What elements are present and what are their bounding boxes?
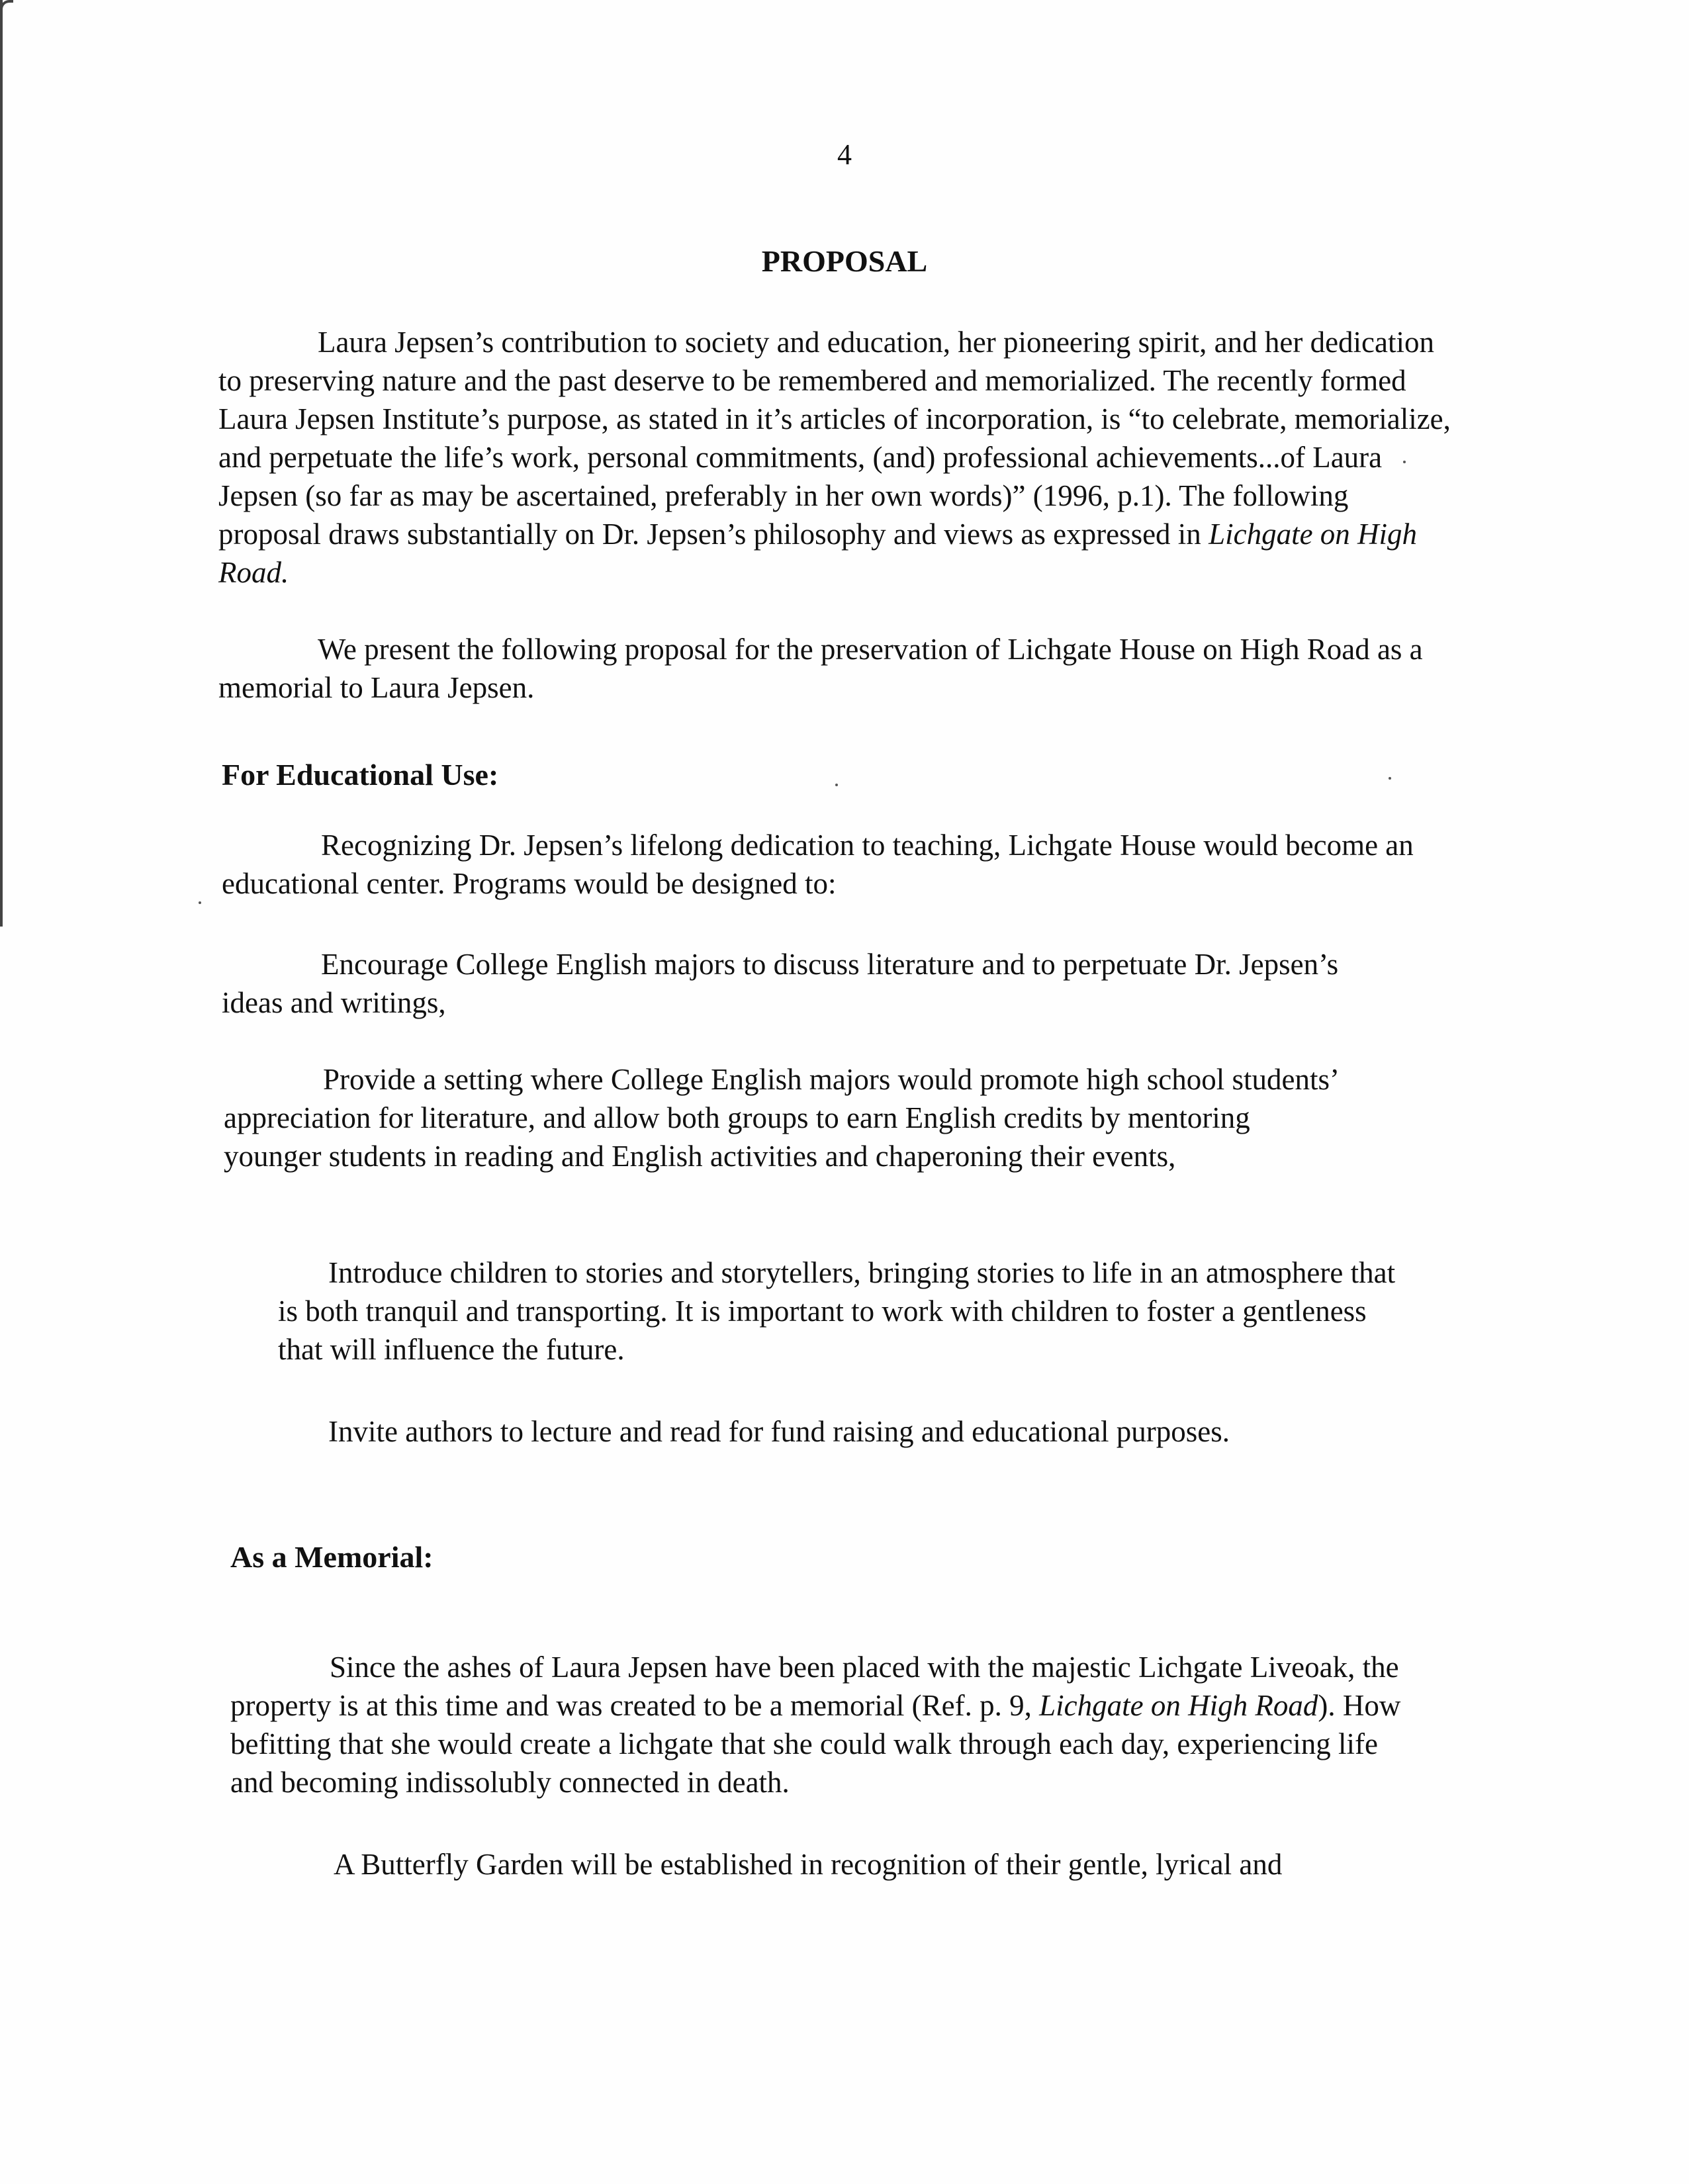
educational-item-1: Encourage College English majors to discuss literature and to perpetuate Dr. Jepsen’s ideas and writings,: [222, 948, 1339, 1019]
book-title-lichgate: Lichgate on High Road.: [218, 518, 1418, 589]
scan-speck: [1389, 777, 1391, 780]
educational-item-2: Provide a setting where College English majors would promote high school students’ appreciation for literature, and allow both groups to earn English credits by mentoring younger students in reading and English activities and chaperoning their events,: [224, 1063, 1338, 1173]
educational-item-3: Introduce children to stories and storytellers, bringing stories to life in an atmosphere that is both tranquil and transporting. It is important to work with children to foster a gentleness that will influence the future.: [278, 1256, 1396, 1366]
intro-paragraph-1: [218, 323, 1456, 592]
page-number: 4: [837, 138, 852, 171]
educational-item-4: Invite authors to lecture and read for fund raising and educational purposes.: [328, 1415, 1230, 1448]
scan-speck: [835, 784, 838, 786]
section-heading-educational: For Educational Use:: [222, 758, 499, 792]
page-title: PROPOSAL: [761, 244, 928, 278]
scan-speck: [199, 901, 201, 904]
educational-intro: Recognizing Dr. Jepsen’s lifelong dedication to teaching, Lichgate House would become an educational center. Programs would be designed to:: [222, 829, 1414, 900]
memorial-paragraph-1: [230, 1648, 1422, 1801]
intro-paragraph-2: We present the following proposal for the preservation of Lichgate House on High Road as a memorial to Laura Jepsen.: [218, 633, 1423, 704]
memorial-paragraph-1-text-b: ). How befitting that she would create a lichgate that she could walk through each day, experiencing life and becoming indissolubly connected in death.: [230, 1689, 1401, 1799]
intro-paragraph-1-text: Laura Jepsen’s contribution to society and education, her pioneering spirit, and her dedication to preserving nature and the past deserve to be remembered and memorialized. The recently formed Laura Jepsen Institute’s purpose, as stated in it’s articles of incorporation, is “to celebrate, memorialize, and perpetuate the life’s work, personal commitments, (and) professional achievements...of Laura Jepsen (so far as may be ascertained, preferably in her own words)” (1996, p.1). The following proposal draws substantially on Dr. Jepsen’s philosophy and views as expressed in: [218, 326, 1451, 551]
section-heading-memorial: As a Memorial:: [230, 1540, 434, 1574]
memorial-paragraph-1-text-a: Since the ashes of Laura Jepsen have been placed with the majestic Lichgate Liveoak, the property is at this time and was created to be a memorial (Ref. p. 9,: [230, 1651, 1399, 1722]
scan-speck: [1403, 461, 1406, 463]
memorial-paragraph-2: A Butterfly Garden will be established in recognition of their gentle, lyrical and: [334, 1848, 1283, 1881]
memorial-book-title: Lichgate on High Road: [1039, 1689, 1318, 1722]
